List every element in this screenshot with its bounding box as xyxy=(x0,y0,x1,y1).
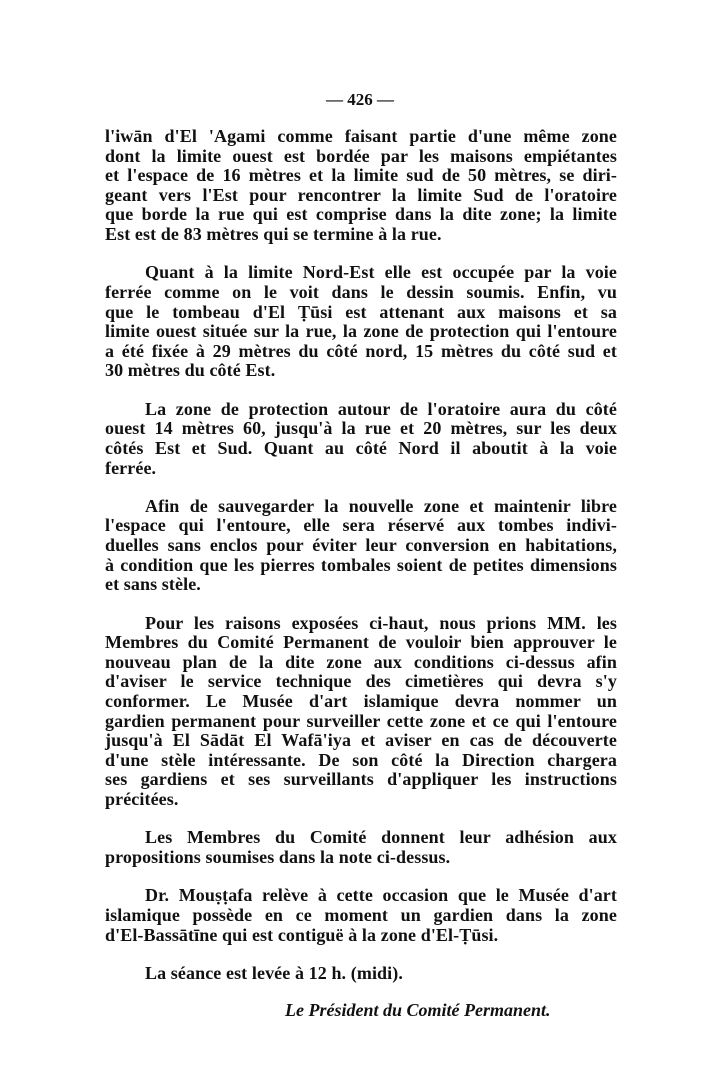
text-line: l'espace qui l'entoure, elle sera réservé aux tombes indivi- xyxy=(105,515,617,536)
text-line: jusqu'à El Sādāt El Wafā'iya et aviser en cas de découverte xyxy=(105,730,617,751)
text-line: dont la limite ouest est bordée par les maisons empiétantes xyxy=(105,145,617,166)
text-line: d'El-Bassātīne qui est contiguë à la zone d'El-Ṭūsi. xyxy=(105,924,499,945)
text-line: à condition que les pierres tombales soient de petites dimensions xyxy=(105,554,617,575)
paragraph xyxy=(105,263,617,381)
text-line: que le tombeau d'El Ṭūsi est attenant aux maisons et sa xyxy=(105,301,617,322)
text-line: limite ouest située sur la rue, la zone de protection qui l'entoure xyxy=(105,321,617,342)
text-line: ses gardiens et ses surveillants d'appliquer les instructions xyxy=(105,769,617,790)
text-line: Est est de 83 mètres qui se termine à la rue. xyxy=(105,223,442,244)
text-line: propositions soumises dans la note ci-dessus. xyxy=(105,846,451,867)
signature: Le Président du Comité Permanent. xyxy=(285,1000,551,1020)
text-line: d'aviser le service technique des cimetières qui devra s'y xyxy=(105,671,617,692)
text-line: conformer. Le Musée d'art islamique devra nommer un xyxy=(105,691,617,712)
text-line: geant vers l'Est pour rencontrer la limite Sud de l'oratoire xyxy=(105,184,617,205)
text-line: duelles sans enclos pour éviter leur conversion en habitations, xyxy=(105,535,617,556)
text-line: côtés Est et Sud. Quant au côté Nord il aboutit à la voie xyxy=(105,437,617,458)
paragraph xyxy=(105,886,617,945)
text-line: ferrée comme on le voit dans le dessin soumis. Enfin, vu xyxy=(105,281,617,302)
paragraph xyxy=(105,964,617,984)
paragraph xyxy=(105,127,617,245)
page-number: — 426 — xyxy=(326,90,394,109)
text-line: islamique possède en ce moment un gardien dans la zone xyxy=(105,904,617,925)
text-line: ouest 14 mètres 60, jusqu'à la rue et 20 mètres, sur les deux xyxy=(105,418,617,439)
text-line: Quant à la limite Nord-Est elle est occupée par la voie xyxy=(145,262,617,283)
text-line: Afin de sauvegarder la nouvelle zone et maintenir libre xyxy=(145,495,617,516)
text-line: nouveau plan de la dite zone aux conditions ci-dessus afin xyxy=(105,651,617,672)
text-line: gardien permanent pour surveiller cette zone et ce qui l'entoure xyxy=(105,710,617,731)
text-line: l'iwān d'El 'Agami comme faisant partie d'une même zone xyxy=(105,126,617,146)
text-line: Les Membres du Comité donnent leur adhésion aux xyxy=(145,827,617,848)
text-line: d'une stèle intéressante. De son côté la Direction chargera xyxy=(105,749,617,770)
text-line: et l'espace de 16 mètres et la limite sud de 50 mètres, se diri- xyxy=(105,165,617,186)
body-text xyxy=(105,127,617,1002)
text-line: Pour les raisons exposées ci-haut, nous prions MM. les xyxy=(145,612,617,633)
text-line: précitées. xyxy=(105,789,179,809)
paragraph xyxy=(105,614,617,810)
paragraph xyxy=(105,828,617,867)
text-line: et sans stèle. xyxy=(105,574,201,595)
paragraph xyxy=(105,497,617,595)
text-line: La séance est levée à 12 h. (midi). xyxy=(145,962,403,983)
text-line: La zone de protection autour de l'oratoire aura du côté xyxy=(145,398,617,419)
paragraph xyxy=(105,400,617,478)
text-line: que borde la rue qui est comprise dans la dite zone; la limite xyxy=(105,204,617,225)
text-line: a été fixée à 29 mètres du côté nord, 15 mètres du côté sud et xyxy=(105,340,617,361)
text-line: Dr. Mouṣṭafa relève à cette occasion que le Musée d'art xyxy=(145,885,617,906)
text-line: Membres du Comité Permanent de vouloir bien approuver le xyxy=(105,632,617,653)
text-line: 30 mètres du côté Est. xyxy=(105,360,276,381)
text-line: ferrée. xyxy=(105,457,157,478)
